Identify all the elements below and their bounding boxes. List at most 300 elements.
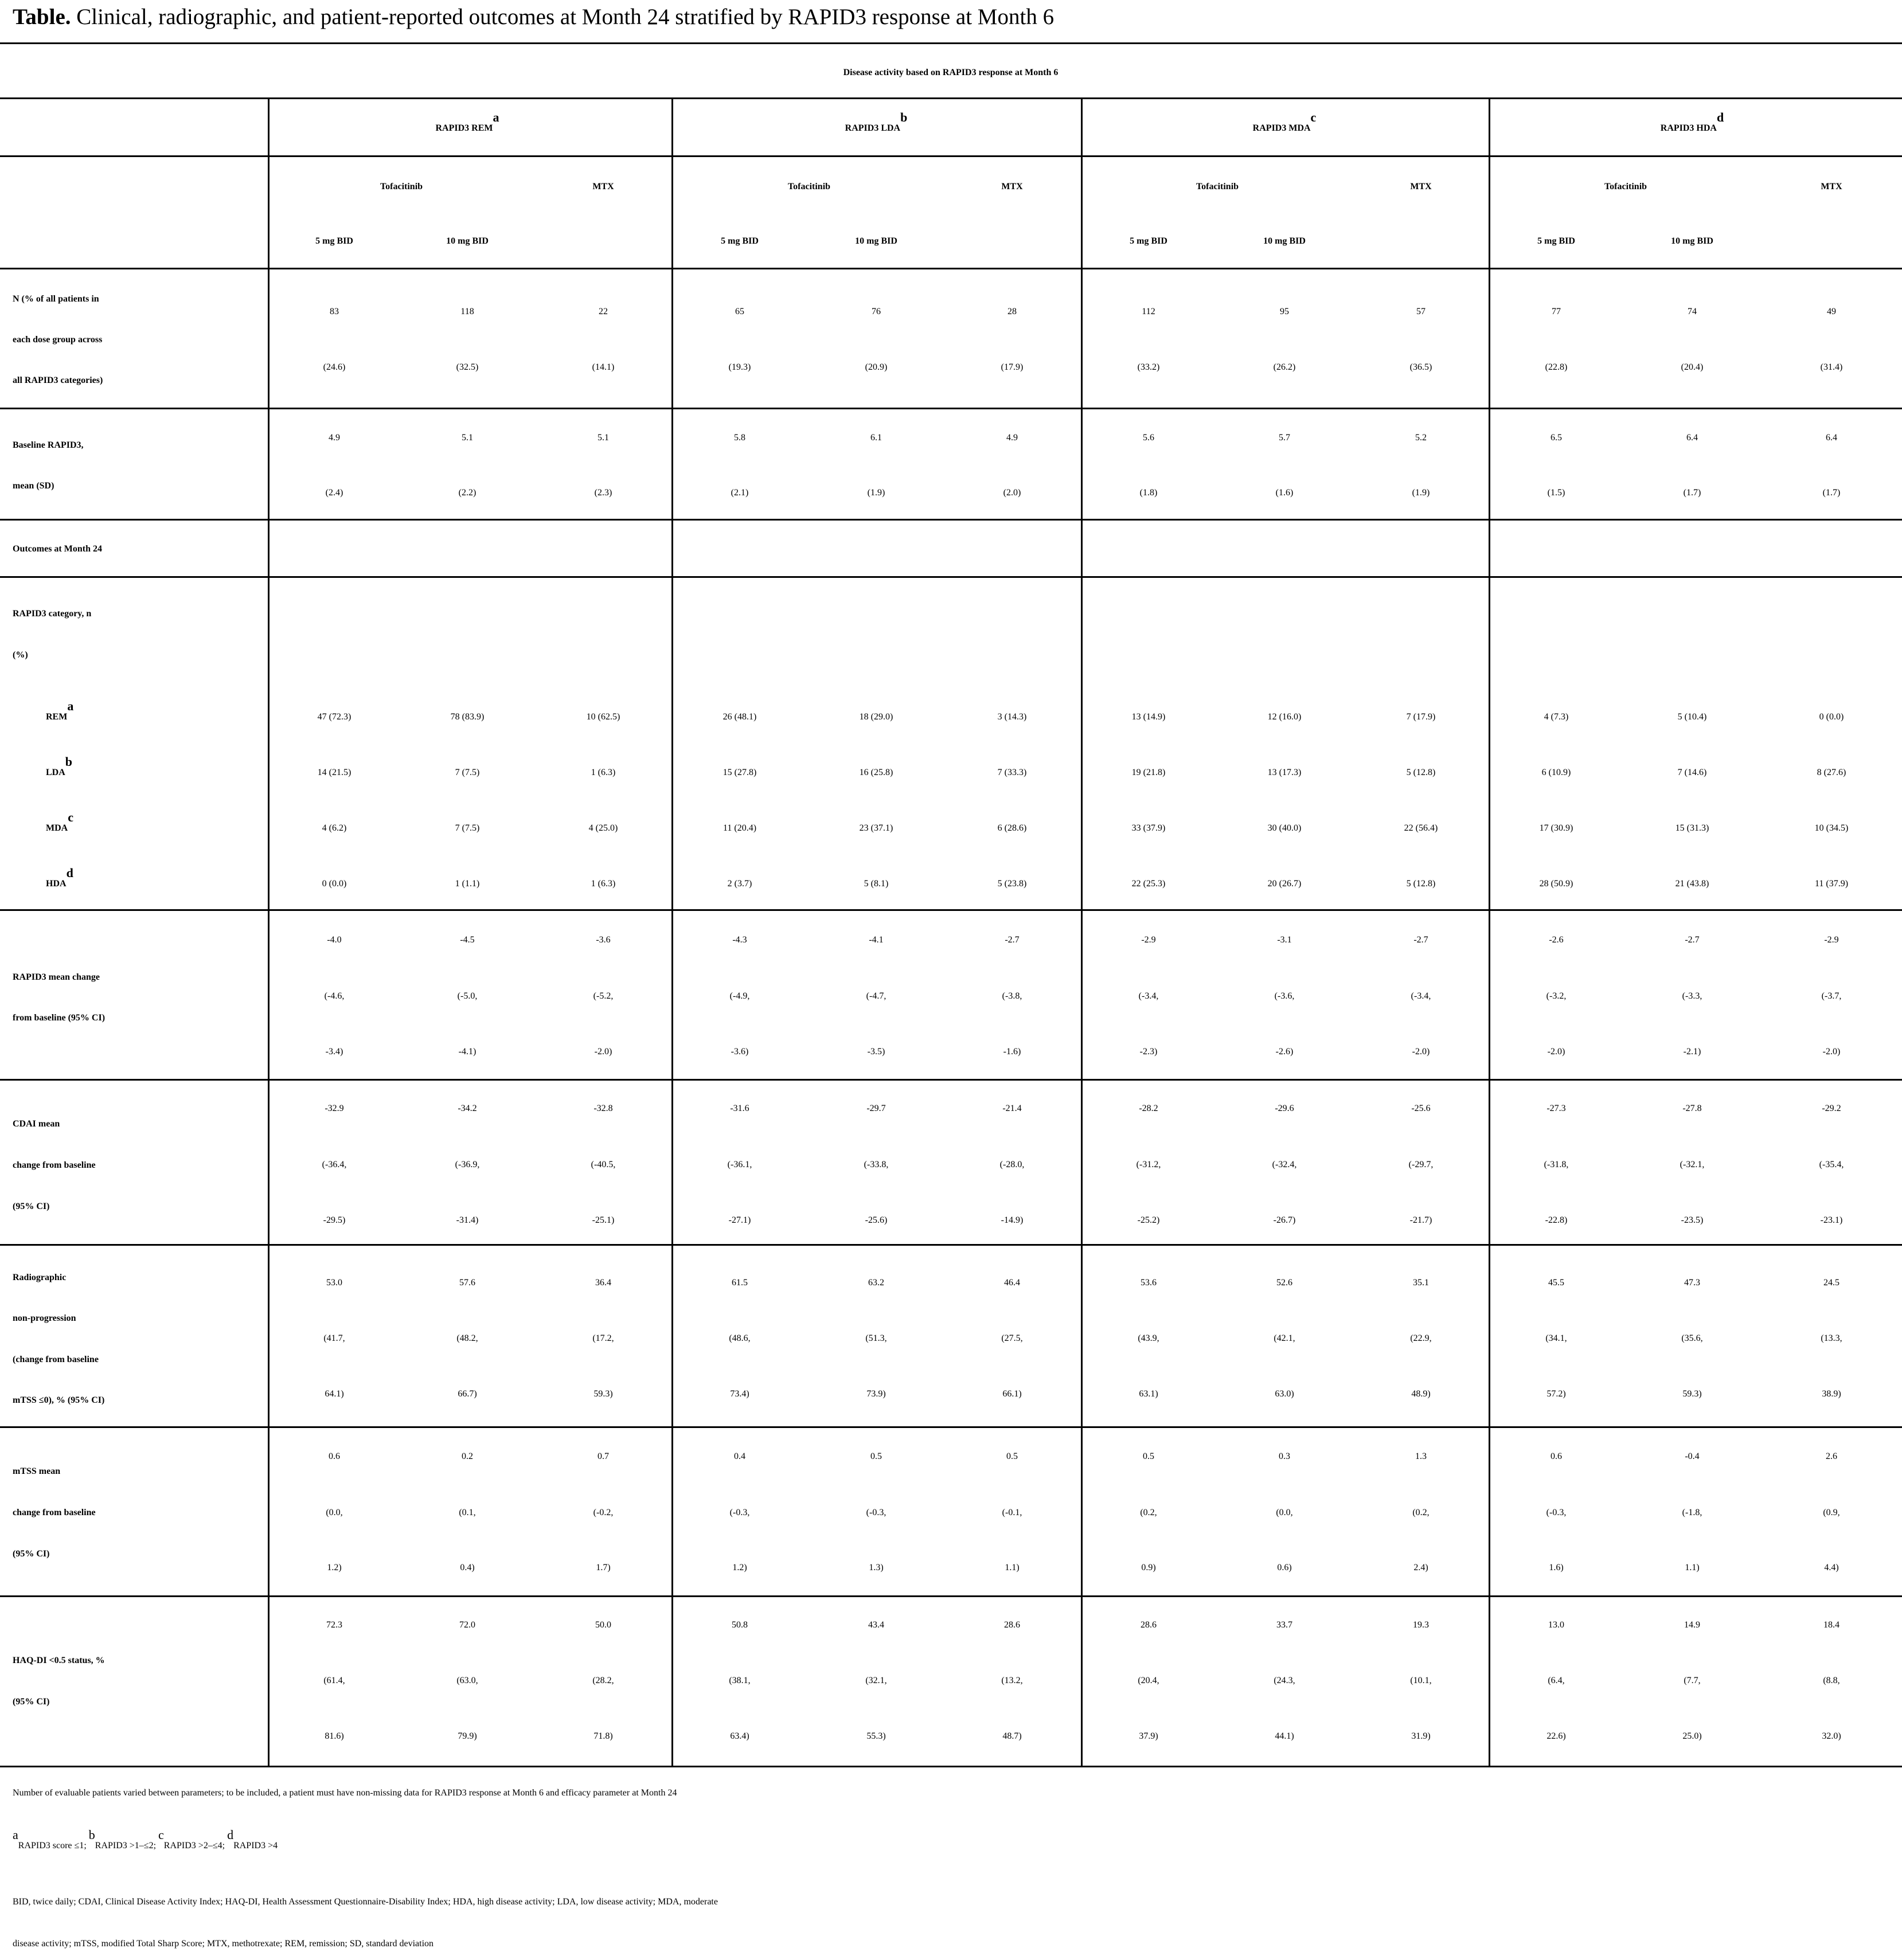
table-cell: -2.0) <box>1412 1047 1430 1057</box>
table-cell: 55.3) <box>866 1731 886 1741</box>
table-cell: 5.1 <box>462 433 473 443</box>
table-cell: -3.5) <box>867 1047 885 1057</box>
table-cell: (-3.3, <box>1682 991 1702 1001</box>
table-cell: 7 (7.5) <box>455 768 480 777</box>
table-cell: 5 (10.4) <box>1677 712 1707 722</box>
subrow-sup: b <box>65 754 73 769</box>
dose-5mg: 5 mg BID <box>1537 236 1575 246</box>
table-cell: 77 <box>1552 307 1561 316</box>
row-label: (change from baseline <box>13 1355 99 1364</box>
drug-tofacitinib: Tofacitinib <box>1196 182 1239 191</box>
drug-tofacitinib: Tofacitinib <box>787 182 831 191</box>
table-cell: 63.0) <box>1275 1389 1294 1399</box>
table-cell: (1.7) <box>1683 488 1701 498</box>
table-cell: 8 (27.6) <box>1817 768 1846 777</box>
table-cell: 5.2 <box>1415 433 1427 443</box>
table-cell: 18 (29.0) <box>859 712 893 722</box>
table-cell: 72.3 <box>326 1620 342 1630</box>
table-cell: -3.6 <box>596 935 611 945</box>
table-cell: 74 <box>1688 307 1697 316</box>
table-cell: (6.4, <box>1548 1676 1565 1685</box>
table-cell: -27.1) <box>728 1215 751 1225</box>
table-cell: -2.0) <box>594 1047 612 1057</box>
table-cell: 22.6) <box>1546 1731 1566 1741</box>
table-rule <box>0 576 1902 578</box>
table-cell: 5 (8.1) <box>864 879 889 889</box>
table-cell: (-0.2, <box>593 1508 614 1517</box>
subrow-sup: a <box>67 699 74 713</box>
row-label: mTSS mean <box>13 1466 61 1476</box>
table-cell: 15 (27.8) <box>722 768 757 777</box>
row-label: HAQ-DI <0.5 status, % <box>13 1656 105 1665</box>
table-rule <box>0 1244 1902 1246</box>
drug-mtx: MTX <box>1410 182 1432 191</box>
group-sup: c <box>1310 110 1317 124</box>
table-rule <box>0 42 1902 44</box>
table-cell: (42.1, <box>1274 1333 1295 1343</box>
table-cell: 83 <box>330 307 339 316</box>
table-cell: (-0.1, <box>1002 1508 1022 1517</box>
table-cell: 46.4 <box>1004 1278 1020 1288</box>
table-cell: 0 (0.0) <box>1819 712 1844 722</box>
table-cell: -2.7 <box>1413 935 1428 945</box>
footnote-def: RAPID3 >2–≤4; <box>163 1841 228 1851</box>
table-cell: (20.4) <box>1681 362 1704 372</box>
table-cell: (-4.7, <box>866 991 886 1001</box>
row-label: change from baseline <box>13 1160 96 1170</box>
table-cell: 28 (50.9) <box>1539 879 1573 889</box>
table-cell: (61.4, <box>323 1676 345 1685</box>
table-cell: 57 <box>1416 307 1425 316</box>
group-sup: d <box>1716 110 1724 124</box>
table-cell: 6 (28.6) <box>997 823 1027 833</box>
table-cell: -29.2 <box>1822 1104 1841 1113</box>
table-cell: 14 (21.5) <box>317 768 352 777</box>
table-cell: (-33.8, <box>864 1160 889 1169</box>
subrow-name: HDA <box>46 879 67 889</box>
table-cell: 1 (1.1) <box>455 879 480 889</box>
table-rule <box>0 1426 1902 1428</box>
table-cell: (27.5, <box>1001 1333 1023 1343</box>
table-cell: 11 (37.9) <box>1814 879 1849 889</box>
table-cell: (24.3, <box>1274 1676 1295 1685</box>
table-cell: 22 (56.4) <box>1404 823 1438 833</box>
table-cell: (-36.4, <box>322 1160 347 1169</box>
table-cell: 7 (14.6) <box>1677 768 1707 777</box>
table-cell: -29.6 <box>1275 1104 1294 1113</box>
table-cell: -4.1) <box>458 1047 477 1057</box>
table-cell: -3.6) <box>731 1047 749 1057</box>
table-cell: 0.2 <box>462 1452 473 1461</box>
table-cell: 76 <box>872 307 881 316</box>
table-cell: 11 (20.4) <box>722 823 757 833</box>
table-cell: -32.8 <box>593 1104 613 1113</box>
table-cell: (13.3, <box>1821 1333 1842 1343</box>
table-cell: -23.5) <box>1681 1215 1704 1225</box>
table-cell: (1.7) <box>1822 488 1841 498</box>
table-cell: 37.9) <box>1139 1731 1158 1741</box>
table-cell: (2.2) <box>458 488 477 498</box>
table-cell: (-4.6, <box>324 991 345 1001</box>
table-cell: (1.5) <box>1547 488 1565 498</box>
group-sup: a <box>493 110 499 124</box>
table-cell: 118 <box>460 307 474 316</box>
table-cell: 13 (17.3) <box>1267 768 1302 777</box>
footnote-sup: d <box>227 1828 234 1842</box>
footnote-sup: c <box>158 1828 164 1842</box>
table-cell: (2.1) <box>731 488 749 498</box>
table-cell: (38.1, <box>729 1676 751 1685</box>
group-sup: b <box>900 110 908 124</box>
table-cell: (-28.0, <box>999 1160 1025 1169</box>
group-label: RAPID3 MDA <box>1252 123 1311 133</box>
table-rule <box>0 909 1902 911</box>
table-cell: 47.3 <box>1684 1278 1700 1288</box>
footnote-def: RAPID3 >1–≤2; <box>95 1841 159 1851</box>
table-cell: 20 (26.7) <box>1267 879 1302 889</box>
group-header <box>435 110 499 142</box>
table-cell: (2.4) <box>325 488 343 498</box>
table-cell: (-3.4, <box>1411 991 1431 1001</box>
table-cell: -3.1 <box>1277 935 1292 945</box>
table-cell: -0.4 <box>1685 1452 1700 1461</box>
table-cell: 0.5 <box>1006 1452 1018 1461</box>
table-cell: (35.6, <box>1681 1333 1703 1343</box>
table-cell: 0.6) <box>1277 1563 1292 1572</box>
table-cell: 50.0 <box>595 1620 611 1630</box>
table-cell: (0.2, <box>1412 1508 1430 1517</box>
drug-mtx: MTX <box>1821 182 1842 191</box>
row-label: RAPID3 mean change <box>13 972 100 982</box>
table-cell: -26.7) <box>1273 1215 1296 1225</box>
table-cell: (-4.9, <box>729 991 750 1001</box>
footnote-sup: b <box>88 1828 95 1842</box>
table-cell: (2.0) <box>1003 488 1021 498</box>
table-cell: 6.4 <box>1686 433 1698 443</box>
table-cell: 0.9) <box>1141 1563 1156 1572</box>
table-cell: -27.8 <box>1682 1104 1702 1113</box>
table-cell: 26 (48.1) <box>722 712 757 722</box>
table-cell: 73.4) <box>730 1389 749 1399</box>
table-cell: 30 (40.0) <box>1267 823 1302 833</box>
subrow-sup: d <box>66 866 73 880</box>
table-cell: (-3.7, <box>1821 991 1842 1001</box>
row-label: change from baseline <box>13 1508 96 1517</box>
row-label: mean (SD) <box>13 481 54 491</box>
table-cell: 1.3 <box>1415 1452 1427 1461</box>
table-cell: 4.4) <box>1824 1563 1839 1572</box>
table-cell: -2.9 <box>1824 935 1839 945</box>
table-cell: 66.1) <box>1002 1389 1022 1399</box>
table-cell: 0.5 <box>1143 1452 1154 1461</box>
table-rule <box>0 408 1902 409</box>
column-rule <box>1081 97 1083 1766</box>
table-cell: (7.7, <box>1684 1676 1701 1685</box>
group-header <box>1660 110 1724 142</box>
table-cell: 63.2 <box>868 1278 884 1288</box>
table-cell: 36.4 <box>595 1278 611 1288</box>
table-cell: -14.9) <box>1001 1215 1024 1225</box>
row-label: RAPID3 category, n <box>13 609 92 619</box>
table-caption <box>13 0 1054 34</box>
table-cell: 47 (72.3) <box>317 712 352 722</box>
table-cell: 28.6 <box>1004 1620 1020 1630</box>
subrow-name: REM <box>46 712 68 722</box>
table-cell: 49 <box>1827 307 1836 316</box>
table-cell: 12 (16.0) <box>1267 712 1302 722</box>
table-cell: (0.0, <box>1276 1508 1293 1517</box>
footnote-abbreviations-cont: disease activity; mTSS, modified Total Sharp Score; MTX, methotrexate; REM, remission; SD, standard deviation <box>13 1939 434 1949</box>
table-cell: (-0.3, <box>1546 1508 1567 1517</box>
table-cell: 1.2) <box>327 1563 342 1572</box>
table-cell: (32.5) <box>456 362 479 372</box>
table-cell: -32.9 <box>325 1104 344 1113</box>
subrow-label <box>46 754 73 787</box>
table-cell: (20.9) <box>865 362 888 372</box>
table-cell: 65 <box>735 307 744 316</box>
table-cell: 48.7) <box>1002 1731 1022 1741</box>
table-cell: 1 (6.3) <box>591 879 616 889</box>
table-cell: -2.3) <box>1139 1047 1158 1057</box>
row-label: (95% CI) <box>13 1697 50 1707</box>
table-cell: (33.2) <box>1137 362 1160 372</box>
table-cell: 1.6) <box>1549 1563 1564 1572</box>
table-cell: -2.6) <box>1275 1047 1294 1057</box>
table-cell: 28 <box>1007 307 1017 316</box>
table-cell: 112 <box>1142 307 1155 316</box>
table-cell: (-31.2, <box>1136 1160 1161 1169</box>
table-cell: -4.1 <box>869 935 884 945</box>
table-cell: 1.1) <box>1685 1563 1700 1572</box>
table-rule <box>0 1595 1902 1597</box>
table-cell: 52.6 <box>1276 1278 1292 1288</box>
table-cell: -29.5) <box>323 1215 346 1225</box>
table-cell: -2.7 <box>1685 935 1700 945</box>
table-cell: 95 <box>1280 307 1289 316</box>
subrow-name: LDA <box>46 768 65 777</box>
table-cell: -4.3 <box>732 935 747 945</box>
drug-tofacitinib: Tofacitinib <box>380 182 423 191</box>
table-cell: (14.1) <box>592 362 615 372</box>
column-rule <box>671 97 673 1766</box>
table-cell: -21.7) <box>1409 1215 1432 1225</box>
table-cell: 5.8 <box>734 433 745 443</box>
row-label: Radiographic <box>13 1273 67 1282</box>
table-cell: 73.9) <box>866 1389 886 1399</box>
subrow-name: MDA <box>46 823 68 833</box>
group-label: RAPID3 REM <box>435 123 493 133</box>
table-cell: (-40.5, <box>591 1160 616 1169</box>
table-cell: (2.3) <box>594 488 612 498</box>
row-label: mTSS ≤0), % (95% CI) <box>13 1395 105 1405</box>
table-cell: 4 (25.0) <box>588 823 618 833</box>
table-cell: 6.5 <box>1550 433 1562 443</box>
subrow-label <box>46 866 73 898</box>
table-cell: 81.6) <box>325 1731 344 1741</box>
table-cell: (-3.8, <box>1002 991 1022 1001</box>
table-rule <box>0 1766 1902 1767</box>
footnote-definitions <box>13 1828 278 1860</box>
table-cell: 32.0) <box>1822 1731 1841 1741</box>
table-cell: -31.4) <box>456 1215 479 1225</box>
table-cell: 59.3) <box>1682 1389 1702 1399</box>
caption-label: Table. <box>13 5 71 29</box>
table-cell: 0.5 <box>870 1452 882 1461</box>
table-cell: (1.6) <box>1275 488 1294 498</box>
table-cell: 2 (3.7) <box>727 879 752 889</box>
dose-5mg: 5 mg BID <box>721 236 759 246</box>
dose-5mg: 5 mg BID <box>315 236 353 246</box>
table-cell: 35.1 <box>1413 1278 1429 1288</box>
table-cell: 59.3) <box>593 1389 613 1399</box>
table-cell: 0.6 <box>329 1452 340 1461</box>
table-cell: 7 (33.3) <box>997 768 1027 777</box>
row-label: (95% CI) <box>13 1549 50 1559</box>
table-cell: 19 (21.8) <box>1131 768 1166 777</box>
table-cell: -4.5 <box>460 935 475 945</box>
footnote-evaluable: Number of evaluable patients varied between parameters; to be included, a patient must have non-missing data for RAPID3 response at Month 6 and efficacy parameter at Month 24 <box>13 1788 677 1798</box>
table-cell: 31.9) <box>1411 1731 1431 1741</box>
table-cell: 15 (31.3) <box>1675 823 1709 833</box>
table-cell: (17.2, <box>592 1333 614 1343</box>
table-cell: -27.3 <box>1546 1104 1566 1113</box>
dose-10mg: 10 mg BID <box>1263 236 1306 246</box>
table-cell: 0.3 <box>1279 1452 1290 1461</box>
dose-10mg: 10 mg BID <box>446 236 489 246</box>
table-cell: -2.6 <box>1549 935 1564 945</box>
table-cell: 4.9 <box>329 433 340 443</box>
subrow-label <box>46 810 73 842</box>
table-cell: 14.9 <box>1684 1620 1700 1630</box>
group-header <box>845 110 908 142</box>
table-cell: 71.8) <box>593 1731 613 1741</box>
subrow-label <box>46 699 74 731</box>
table-cell: 0.7 <box>597 1452 609 1461</box>
table-cell: (48.6, <box>729 1333 751 1343</box>
table-cell: -2.1) <box>1683 1047 1701 1057</box>
table-cell: 1 (6.3) <box>591 768 616 777</box>
table-cell: 21 (43.8) <box>1675 879 1709 889</box>
row-label: (95% CI) <box>13 1202 50 1211</box>
table-cell: 17 (30.9) <box>1539 823 1573 833</box>
table-cell: (-32.4, <box>1272 1160 1297 1169</box>
table-cell: 16 (25.8) <box>859 768 893 777</box>
row-label: CDAI mean <box>13 1119 60 1129</box>
table-cell: -2.9 <box>1141 935 1156 945</box>
table-cell: (28.2, <box>592 1676 614 1685</box>
table-cell: -25.1) <box>592 1215 615 1225</box>
table-cell: 19.3 <box>1413 1620 1429 1630</box>
table-cell: 4.9 <box>1006 433 1018 443</box>
table-cell: 28.6 <box>1141 1620 1157 1630</box>
table-cell: -25.6 <box>1411 1104 1431 1113</box>
spanning-header: Disease activity based on RAPID3 response at Month 6 <box>843 68 1059 77</box>
table-cell: 78 (83.9) <box>450 712 485 722</box>
table-cell: 7 (17.9) <box>1406 712 1436 722</box>
table-cell: -4.0 <box>327 935 342 945</box>
table-cell: -21.4 <box>1002 1104 1022 1113</box>
table-cell: (0.1, <box>459 1508 476 1517</box>
table-cell: (-5.0, <box>457 991 478 1001</box>
table-cell: 57.2) <box>1546 1389 1566 1399</box>
drug-mtx: MTX <box>592 182 614 191</box>
table-cell: 5.6 <box>1143 433 1154 443</box>
table-cell: 18.4 <box>1823 1620 1839 1630</box>
table-cell: 1.3) <box>869 1563 884 1572</box>
table-cell: (34.1, <box>1545 1333 1567 1343</box>
row-label: each dose group across <box>13 335 103 345</box>
table-cell: -29.7 <box>866 1104 886 1113</box>
table-cell: 25.0) <box>1682 1731 1702 1741</box>
table-cell: (32.1, <box>865 1676 887 1685</box>
table-cell: 1.1) <box>1005 1563 1020 1572</box>
table-cell: 50.8 <box>732 1620 748 1630</box>
table-cell: 5.7 <box>1279 433 1290 443</box>
dose-5mg: 5 mg BID <box>1130 236 1167 246</box>
table-cell: 0.4 <box>734 1452 745 1461</box>
table-rule <box>0 519 1902 521</box>
table-cell: 5 (23.8) <box>997 879 1027 889</box>
row-label: from baseline (95% CI) <box>13 1013 106 1023</box>
table-cell: 10 (62.5) <box>586 712 620 722</box>
caption-text: Clinical, radiographic, and patient-reported outcomes at Month 24 stratified by RAPID3 response at Month 6 <box>71 5 1055 29</box>
table-cell: (-31.8, <box>1544 1160 1569 1169</box>
table-cell: 2.6 <box>1826 1452 1837 1461</box>
column-rule <box>1489 97 1490 1766</box>
table-cell: 72.0 <box>459 1620 475 1630</box>
table-cell: 0.6 <box>1550 1452 1562 1461</box>
table-cell: 22 <box>599 307 608 316</box>
group-header <box>1252 110 1317 142</box>
section-heading: Outcomes at Month 24 <box>13 544 102 554</box>
table-cell: 6 (10.9) <box>1541 768 1571 777</box>
table-cell: (10.1, <box>1410 1676 1432 1685</box>
table-cell: (51.3, <box>865 1333 887 1343</box>
table-cell: (8.8, <box>1823 1676 1840 1685</box>
table-cell: 57.6 <box>459 1278 475 1288</box>
table-cell: 23 (37.1) <box>859 823 893 833</box>
table-cell: (-3.4, <box>1138 991 1159 1001</box>
table-cell: 5 (12.8) <box>1406 768 1436 777</box>
table-cell: 64.1) <box>325 1389 344 1399</box>
group-label: RAPID3 LDA <box>845 123 901 133</box>
table-cell: 4 (7.3) <box>1544 712 1569 722</box>
table-cell: (-32.1, <box>1680 1160 1705 1169</box>
table-cell: 5.1 <box>597 433 609 443</box>
table-cell: 38.9) <box>1822 1389 1841 1399</box>
table-cell: (-36.1, <box>727 1160 752 1169</box>
table-cell: -28.2 <box>1139 1104 1158 1113</box>
table-cell: (48.2, <box>456 1333 478 1343</box>
table-cell: (-1.8, <box>1682 1508 1702 1517</box>
table-cell: 45.5 <box>1548 1278 1564 1288</box>
table-cell: (-36.9, <box>455 1160 480 1169</box>
column-rule <box>268 97 270 1766</box>
table-cell: (20.4, <box>1138 1676 1159 1685</box>
table-cell: 0 (0.0) <box>322 879 347 889</box>
table-cell: (26.2) <box>1273 362 1296 372</box>
table-rule <box>0 1079 1902 1081</box>
table-cell: (41.7, <box>323 1333 345 1343</box>
table-cell: 48.9) <box>1411 1389 1431 1399</box>
table-cell: -3.4) <box>325 1047 343 1057</box>
table-cell: 61.5 <box>732 1278 748 1288</box>
row-label: N (% of all patients in <box>13 294 99 304</box>
table-cell: (-3.6, <box>1274 991 1295 1001</box>
table-cell: -25.2) <box>1137 1215 1160 1225</box>
drug-tofacitinib: Tofacitinib <box>1604 182 1647 191</box>
table-cell: (1.8) <box>1139 488 1158 498</box>
